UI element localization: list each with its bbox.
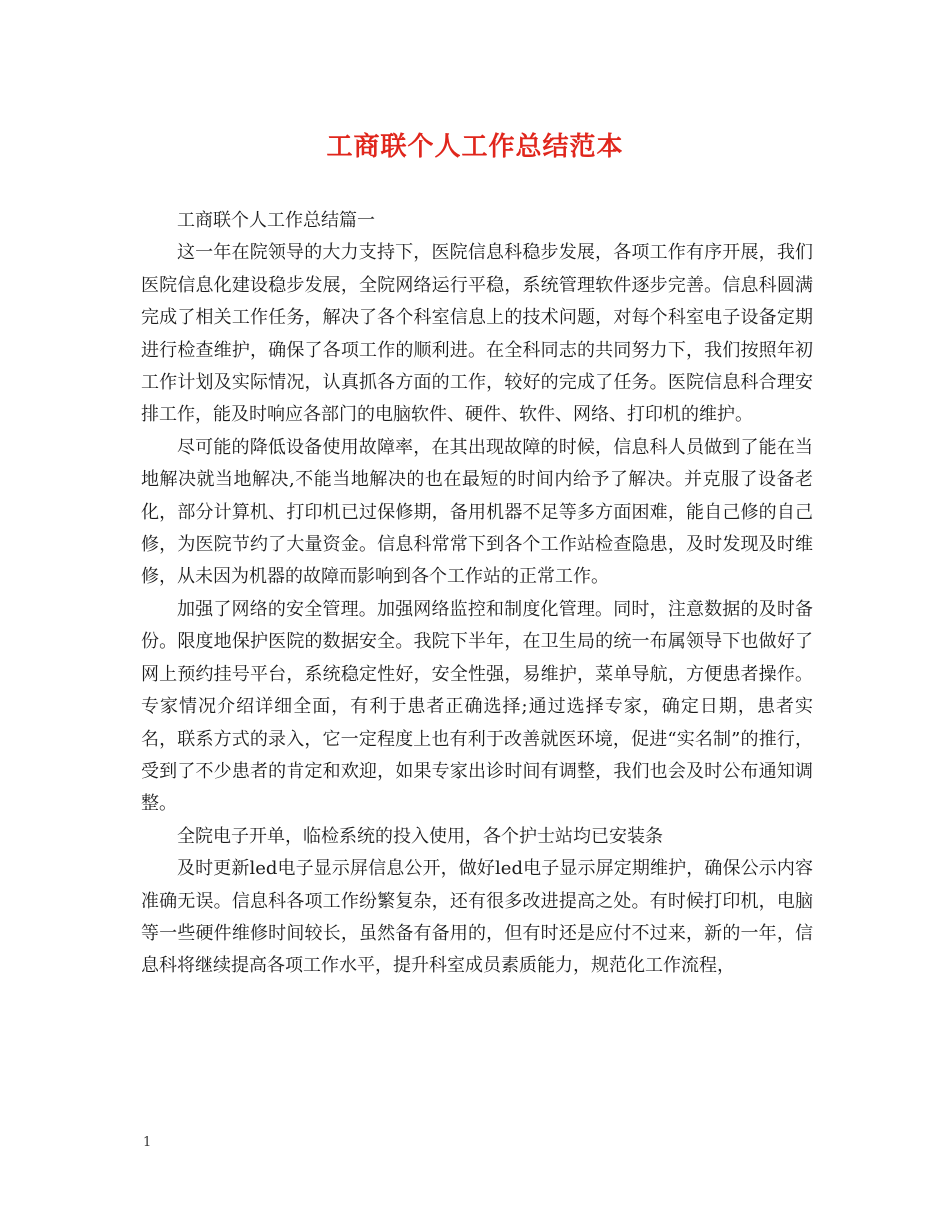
body-paragraph: 尽可能的降低设备使用故障率，在其出现故障的时候，信息科人员做到了能在当地解决就当地解决,不能当地解决的也在最短的时间内给予了解决。并克服了设备老化，部分计算机、打印机已过保修期，备用机器不足等多方面困难，能自己修的自己修，为医院节约了大量资金。信息科常常下到各个工作站检查隐患，及时发现及时维修，从未因为机器的故障而影响到各个工作站的正常工作。 <box>141 436 813 588</box>
body-paragraph: 这一年在院领导的大力支持下，医院信息科稳步发展，各项工作有序开展，我们医院信息化建设稳步发展，全院网络运行平稳，系统管理软件逐步完善。信息科圆满完成了相关工作任务，解决了各个科室信息上的技术问题，对每个科室电子设备定期进行检查维护，确保了各项工作的顺利进。在全科同志的共同努力下，我们按照年初工作计划及实际情况，认真抓各方面的工作，较好的完成了任务。医院信息科合理安排工作，能及时响应各部门的电脑软件、硬件、软件、网络、打印机的维护。 <box>141 242 813 426</box>
body-paragraph: 加强了网络的安全管理。加强网络监控和制度化管理。同时，注意数据的及时备份。限度地保护医院的数据安全。我院下半年，在卫生局的统一布属领导下也做好了网上预约挂号平台，系统稳定性好，安全性强，易维护，菜单导航，方便患者操作。专家情况介绍详细全面，有利于患者正确选择;通过选择专家，确定日期，患者实名，联系方式的录入，它一定程度上也有利于改善就医环境，促进“实名制”的推行，受到了不少患者的肯定和欢迎，如果专家出诊时间有调整，我们也会及时公布通知调整。 <box>141 598 813 815</box>
body-paragraph: 全院电子开单，临检系统的投入使用，各个护士站均已安装条 <box>177 825 663 847</box>
document-title: 工商联个人工作总结范本 <box>326 132 624 162</box>
document-body <box>141 205 813 983</box>
body-paragraph: 及时更新led电子显示屏信息公开，做好led电子显示屏定期维护，确保公示内容准确无误。信息科各项工作纷繁复杂，还有很多改进提高之处。有时候打印机，电脑等一些硬件维修时间较长，虽然备有备用的，但有时还是应付不过来，新的一年，信息科将继续提高各项工作水平，提升科室成员素质能力，规范化工作流程， <box>141 858 813 977</box>
section-heading: 工商联个人工作总结篇一 <box>177 210 375 231</box>
page-number: 1 <box>143 1135 152 1150</box>
